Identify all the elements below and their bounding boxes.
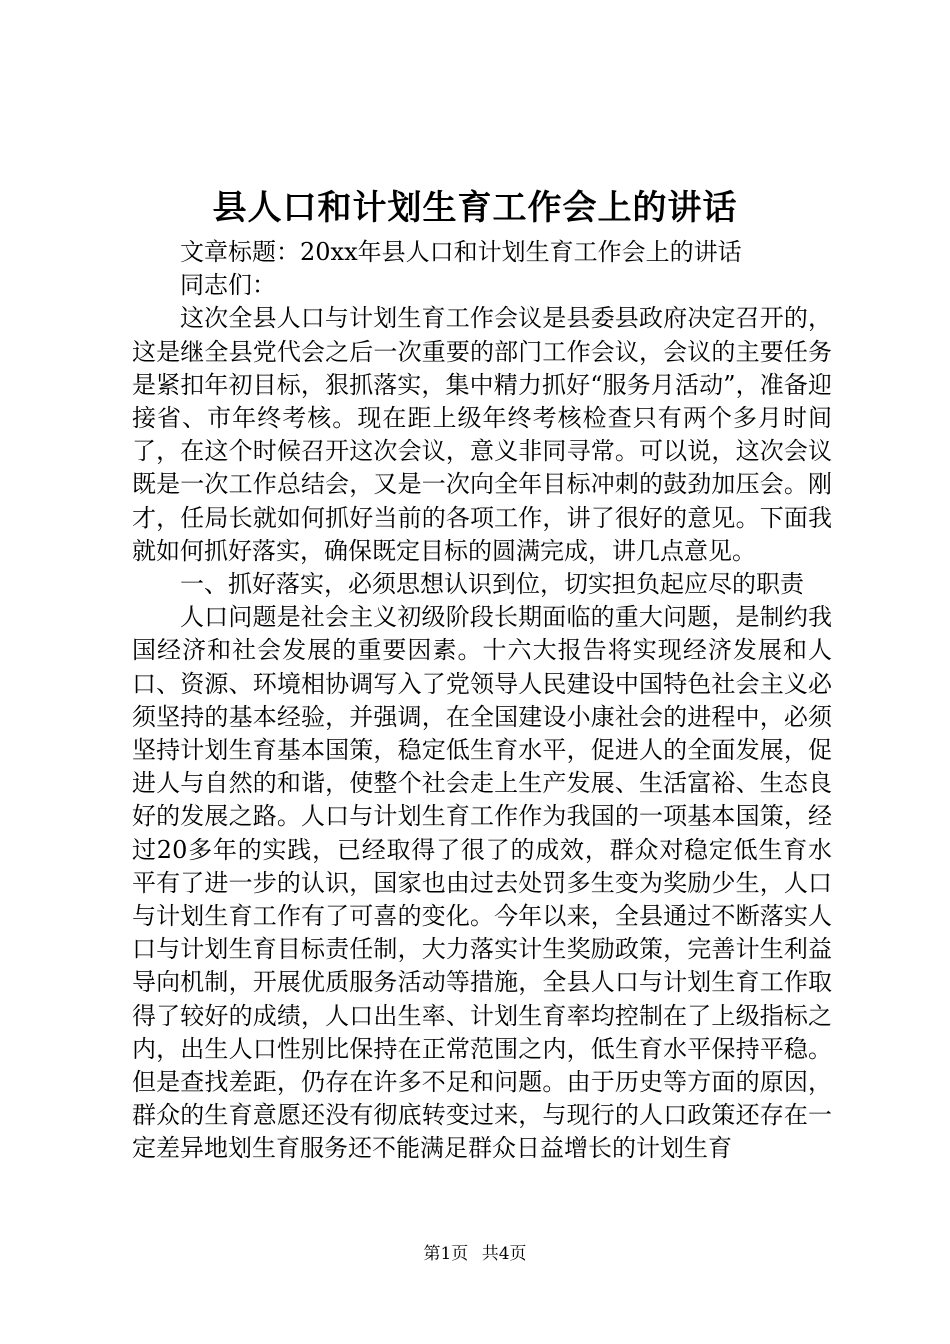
article-title-line: 文章标题：20xx年县人口和计划生育工作会上的讲话 <box>180 238 742 266</box>
document-title: 县人口和计划生育工作会上的讲话 <box>212 188 738 228</box>
body-paragraph: 这次全县人口与计划生育工作会议是县委县政府决定召开的，这是继全县党代会之后一次重要的部门工作会议，会议的主要任务是紧扣年初目标，狠抓落实，集中精力抓好“服务月活动”，准备迎接省、市年终考核。现在距上级年终考核检查只有两个多月时间了，在这个时候召开这次会议，意义非同寻常。可以说，这次会议既是一次工作总结会，又是一次向全年目标冲刺的鼓劲加压会。刚才，任局长就如何抓好当前的各项工作，讲了很好的意见。下面我就如何抓好落实，确保既定目标的圆满完成，讲几点意见。 <box>132 304 832 565</box>
page-total: 共4页 <box>481 1244 527 1264</box>
body-paragraph: 人口问题是社会主义初级阶段长期面临的重大问题，是制约我国经济和社会发展的重要因素。十六大报告将实现经济发展和人口、资源、环境相协调写入了党领导人民建设中国特色社会主义必须坚持的基本经验，并强调，在全国建设小康社会的进程中，必须坚持计划生育基本国策，稳定低生育水平，促进人的全面发展，促进人与自然的和谐，使整个社会走上生产发展、生活富裕、生态良好的发展之路。人口与计划生育工作作为我国的一项基本国策，经过20多年的实践，已经取得了很了的成效，群众对稳定低生育水平有了进一步的认识，国家也由过去处罚多生变为奖励少生，人口与计划生育工作有了可喜的变化。今年以来，全县通过不断落实人口与计划生育目标责任制，大力落实计生奖励政策，完善计生利益导向机制，开展优质服务活动等措施，全县人口与计划生育工作取得了较好的成绩，人口出生率、计划生育率均控制在了上级指标之内，出生人口性别比保持在正常范围之内，低生育水平保持平稳。但是查找差距，仍存在许多不足和问题。由于历史等方面的原因，群众的生育意愿还没有彻底转变过来，与现行的人口政策还存在一定差异地划生育服务还不能满足群众日益增长的计划生育 <box>132 603 832 1163</box>
page-footer <box>0 1242 950 1266</box>
section-heading: 一、抓好落实，必须思想认识到位，切实担负起应尽的职责 <box>180 570 804 599</box>
salutation: 同志们： <box>180 271 276 300</box>
document-body <box>132 236 832 1166</box>
page-number: 第1页 <box>423 1244 469 1264</box>
